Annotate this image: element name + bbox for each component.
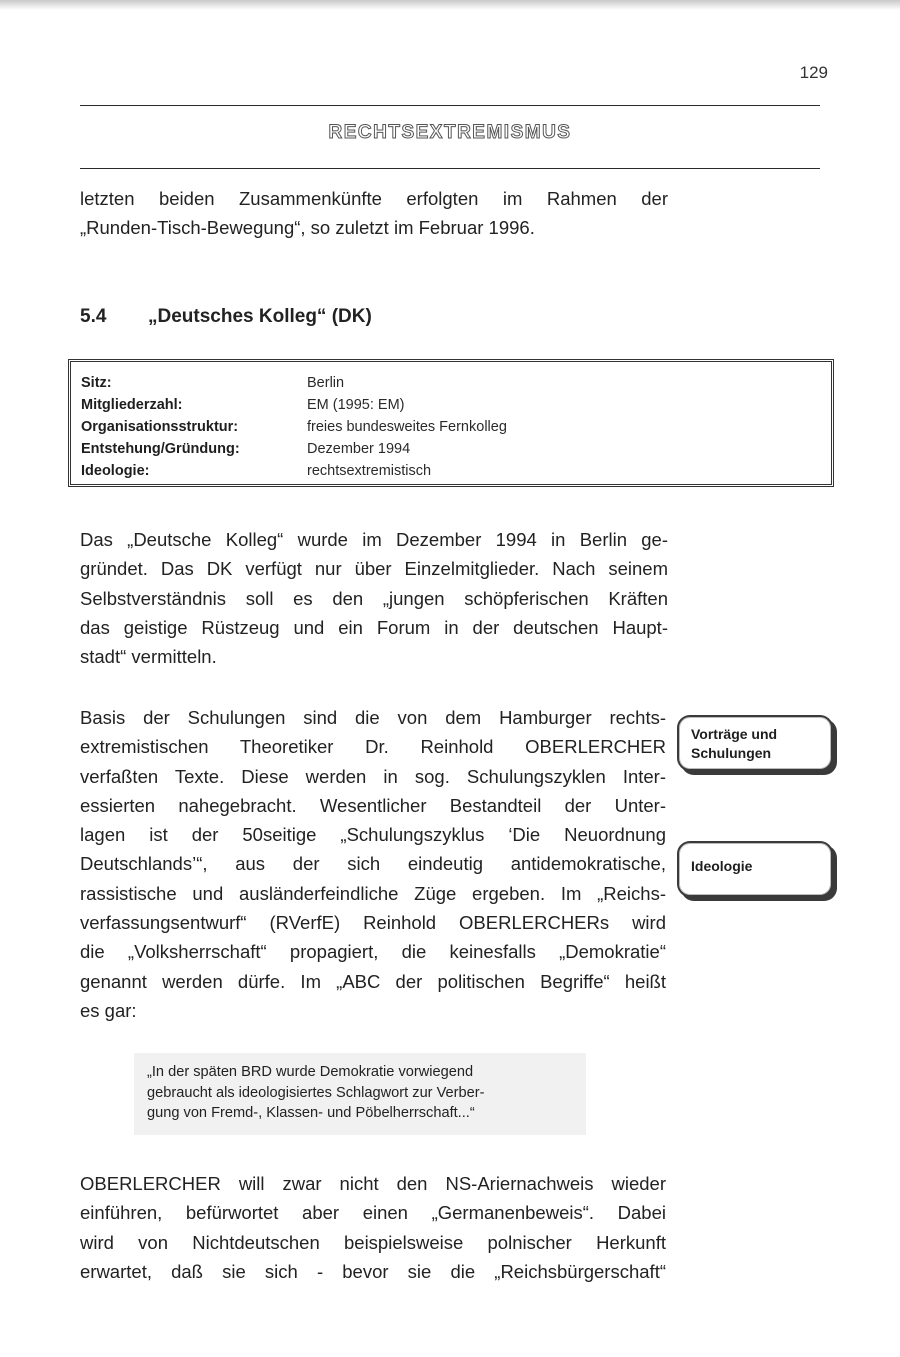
margin-note-line: Schulungen — [691, 745, 772, 761]
text-line: verfaßten Texte. Diese werden in sog. Schulungszyklen Inter- — [80, 765, 666, 787]
quote-line: gebraucht als ideologisiertes Schlagwort zur Verber- — [147, 1084, 485, 1101]
text-line: „Runden-Tisch-Bewegung“, so zuletzt im Februar 1996. — [80, 217, 535, 239]
text-line: genannt werden dürfe. Im „ABC der politischen Begriffe“ heißt — [80, 970, 666, 992]
section-number: 5.4 — [80, 306, 107, 327]
info-label: Entstehung/Gründung: — [81, 441, 240, 457]
quote-line: „In der späten BRD wurde Demokratie vorwiegend — [147, 1064, 474, 1080]
quotation-box — [134, 1053, 586, 1135]
text-line: extremistischen Theoretiker Dr. Reinhold OBERLERCHER — [80, 736, 666, 758]
info-label: Ideologie: — [81, 463, 150, 479]
quote-line: gung von Fremd-, Klassen- und Pöbelherrschaft...“ — [147, 1105, 475, 1121]
info-label: Mitgliederzahl: — [81, 397, 183, 413]
intro-paragraph — [80, 184, 668, 243]
info-value: Berlin — [307, 375, 345, 391]
text-line: das geistige Rüstzeug und ein Forum in der deutschen Haupt- — [80, 616, 668, 638]
text-line: erwartet, daß sie sich - bevor sie die „Reichsbürgerschaft“ — [80, 1260, 666, 1282]
margin-note-line: Ideologie — [691, 858, 753, 874]
text-line: rassistische und ausländerfeindliche Züge ergeben. Im „Reichs- — [80, 882, 666, 904]
info-value: rechtsextremistisch — [307, 463, 432, 479]
info-label: Organisationsstruktur: — [81, 419, 239, 435]
text-line: Deutschlands’“, aus der sich eindeutig antidemokratische, — [80, 853, 666, 875]
text-line: OBERLERCHER will zwar nicht den NS-Ariernachweis wieder — [80, 1173, 666, 1194]
text-line: Basis der Schulungen sind die von dem Hamburger rechts- — [80, 707, 666, 728]
text-line: gründet. Das DK verfügt nur über Einzelmitglieder. Nach seinem — [80, 558, 668, 580]
text-line: es gar: — [80, 999, 137, 1021]
info-value: Dezember 1994 — [307, 441, 411, 457]
text-line: die „Volksherrschaft“ propagiert, die keinesfalls „Demokratie“ — [80, 941, 666, 963]
text-line: Das „Deutsche Kolleg“ wurde im Dezember 1994 in Berlin ge- — [80, 529, 668, 550]
margin-note-line: Vorträge und — [691, 726, 778, 742]
text-line: Selbstverständnis soll es den „jungen schöpferischen Kräften — [80, 587, 668, 609]
text-line: stadt“ vermitteln. — [80, 646, 217, 668]
text-line: letzten beiden Zusammenkünfte erfolgten im Rahmen der — [80, 188, 668, 209]
text-line: verfassungsentwurf“ (RVerfE) Reinhold OBERLERCHERs wird — [80, 912, 666, 934]
paragraph-training — [80, 703, 666, 1025]
running-header: RECHTSEXTREMISMUS — [328, 122, 572, 143]
info-label: Sitz: — [81, 375, 112, 391]
header-rule-top — [80, 105, 820, 106]
text-line: lagen ist der 50seitige „Schulungszyklus ‘Die Neuordnung — [80, 824, 666, 846]
info-value: EM (1995: EM) — [307, 397, 405, 413]
paragraph-founding — [80, 525, 668, 671]
header-rule-bottom — [80, 168, 820, 169]
margin-note-ideology — [677, 841, 833, 897]
page-number: 129 — [799, 63, 828, 82]
margin-note-lectures — [677, 715, 833, 771]
text-line: essierten nahegebracht. Wesentlicher Bestandteil der Unter- — [80, 794, 666, 816]
scan-edge — [0, 0, 900, 10]
text-line: einführen, befürwortet aber einen „Germanenbeweis“. Dabei — [80, 1202, 666, 1224]
section-title: „Deutsches Kolleg“ (DK) — [148, 306, 372, 327]
section-heading — [80, 306, 372, 328]
info-value: freies bundesweites Fernkolleg — [307, 419, 507, 435]
text-line: wird von Nichtdeutschen beispielsweise polnischer Herkunft — [80, 1231, 666, 1253]
organization-info-box — [68, 359, 834, 487]
paragraph-germanenbeweis — [80, 1169, 666, 1286]
